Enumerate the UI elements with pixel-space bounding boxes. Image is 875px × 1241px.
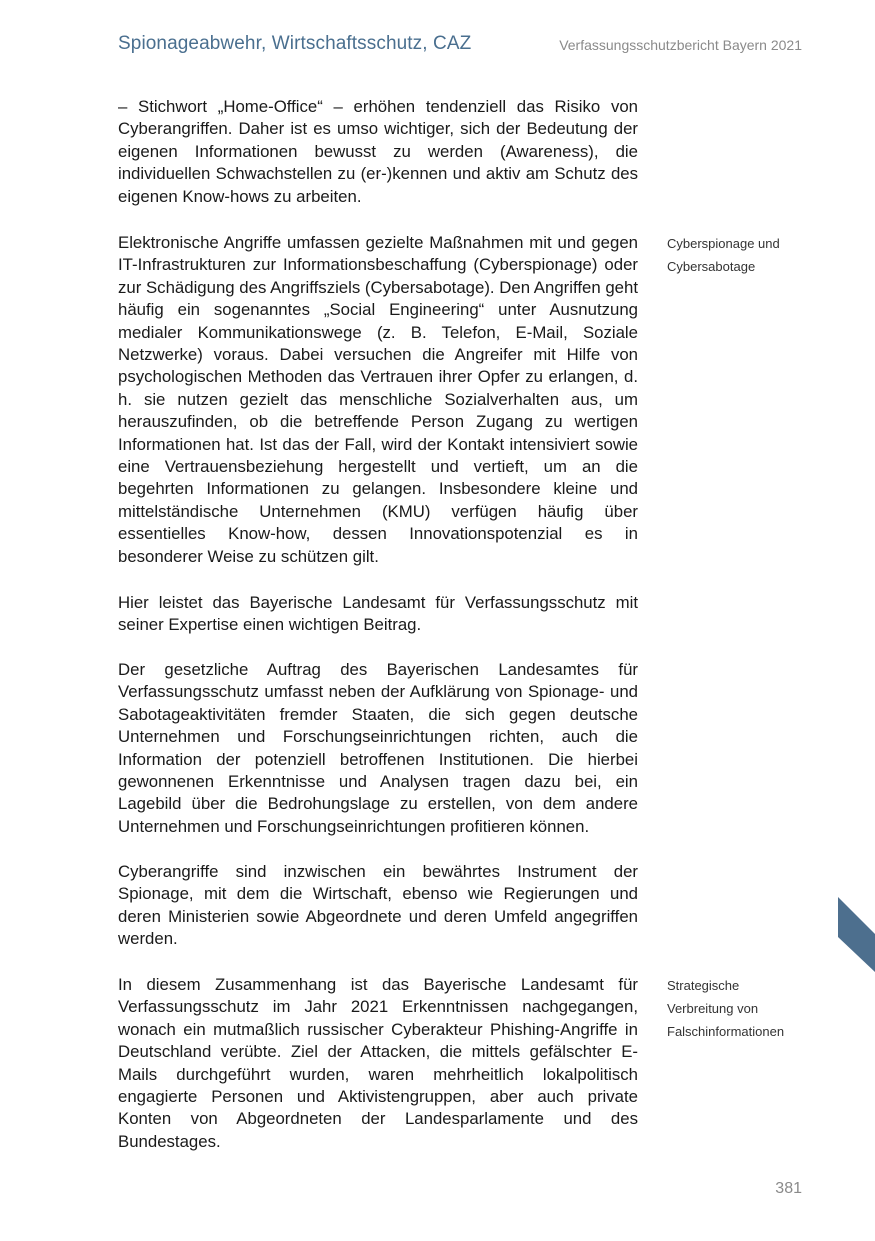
paragraph-1: – Stichwort „Home-Office“ – erhöhen tendenziell das Risiko von Cyberangriffen. Daher ist es umso wichtiger, sich der Bedeutung der eigenen Informationen bewusst zu werden (Awareness), die individuellen Schwachstellen zu (er-)kennen und aktiv am Schutz des eigenen Know-hows zu arbeiten. [118,97,638,206]
page-number: 381 [775,1180,802,1197]
margin-note-falschinformationen: Strategische Verbreitung von Falschinformationen [667,978,785,1039]
paragraph-6: In diesem Zusammenhang ist das Bayerische Landesamt für Verfassungsschutz im Jahr 2021 Erkenntnissen nachgegangen, wonach ein mutmaßlich russischer Cyberakteur Phishing-Angriffe in Deutschland verübte. Ziel der Attacken, die mittels gefälschter E-Mails durchgeführt wurden, waren mehrheitlich lokalpolitisch engagierte Personen und Aktivistengruppen, aber auch private Konten von Abgeordneten der Landesparlamente und des Bundestages. [118,975,638,1151]
report-title: Verfassungsschutzbericht Bayern 2021 [559,37,802,53]
chapter-tab-marker [838,897,875,972]
margin-note-cyberspionage: Cyberspionage und Cybersabotage [667,236,780,274]
paragraph-3: Hier leistet das Bayerische Landesamt für Verfassungsschutz mit seiner Expertise einen wichtigen Beitrag. [118,593,638,635]
paragraph-4: Der gesetzliche Auftrag des Bayerischen Landesamtes für Verfassungsschutz umfasst neben der Aufklärung von Spionage- und Sabotageaktivitäten fremder Staaten, die sich gegen deutsche Unternehmen und Forschungseinrichtungen richten, auch die Information der potenziell betroffenen Institutionen. Die hierbei gewonnenen Erkenntnisse und Analysen tragen dazu bei, ein Lagebild über die Bedrohungslage zu erstellen, von dem andere Unternehmen und Forschungseinrichtungen profitieren können. [118,660,638,836]
section-title: Spionageabwehr, Wirtschaftsschutz, CAZ [118,33,472,54]
paragraph-5: Cyberangriffe sind inzwischen ein bewährtes Instrument der Spionage, mit dem die Wirtschaft, ebenso wie Regierungen und deren Ministerien sowie Abgeordnete und deren Umfeld angegriffen werden. [118,862,638,949]
paragraph-2: Elektronische Angriffe umfassen gezielte Maßnahmen mit und gegen IT-Infrastrukturen zur Informationsbeschaffung (Cyberspionage) oder zur Schädigung des Angriffsziels (Cybersabotage). Den Angriffen geht häufig ein sogenanntes „Social Engineering“ unter Ausnutzung medialer Kommunikationswege (z. B. Telefon, E-Mail, Soziale Netzwerke) voraus. Dabei versuchen die Angreifer mit Hilfe von psychologischen Methoden das Vertrauen ihrer Opfer zu erlangen, d. h. sie nutzen gezielt das menschliche Sozialverhalten aus, um herauszufinden, ob die betreffende Person Zugang zu wertigen Informationen hat. Ist das der Fall, wird der Kontakt intensiviert sowie eine Vertrauensbeziehung hergestellt und vertieft, um an die begehrten Informationen zu gelangen. Insbesondere kleine und mittelständische Unternehmen (KMU) verfügen häufig über essentielles Know-how, dessen Innovationspotenzial es in besonderer Weise zu schützen gilt. [118,233,638,566]
